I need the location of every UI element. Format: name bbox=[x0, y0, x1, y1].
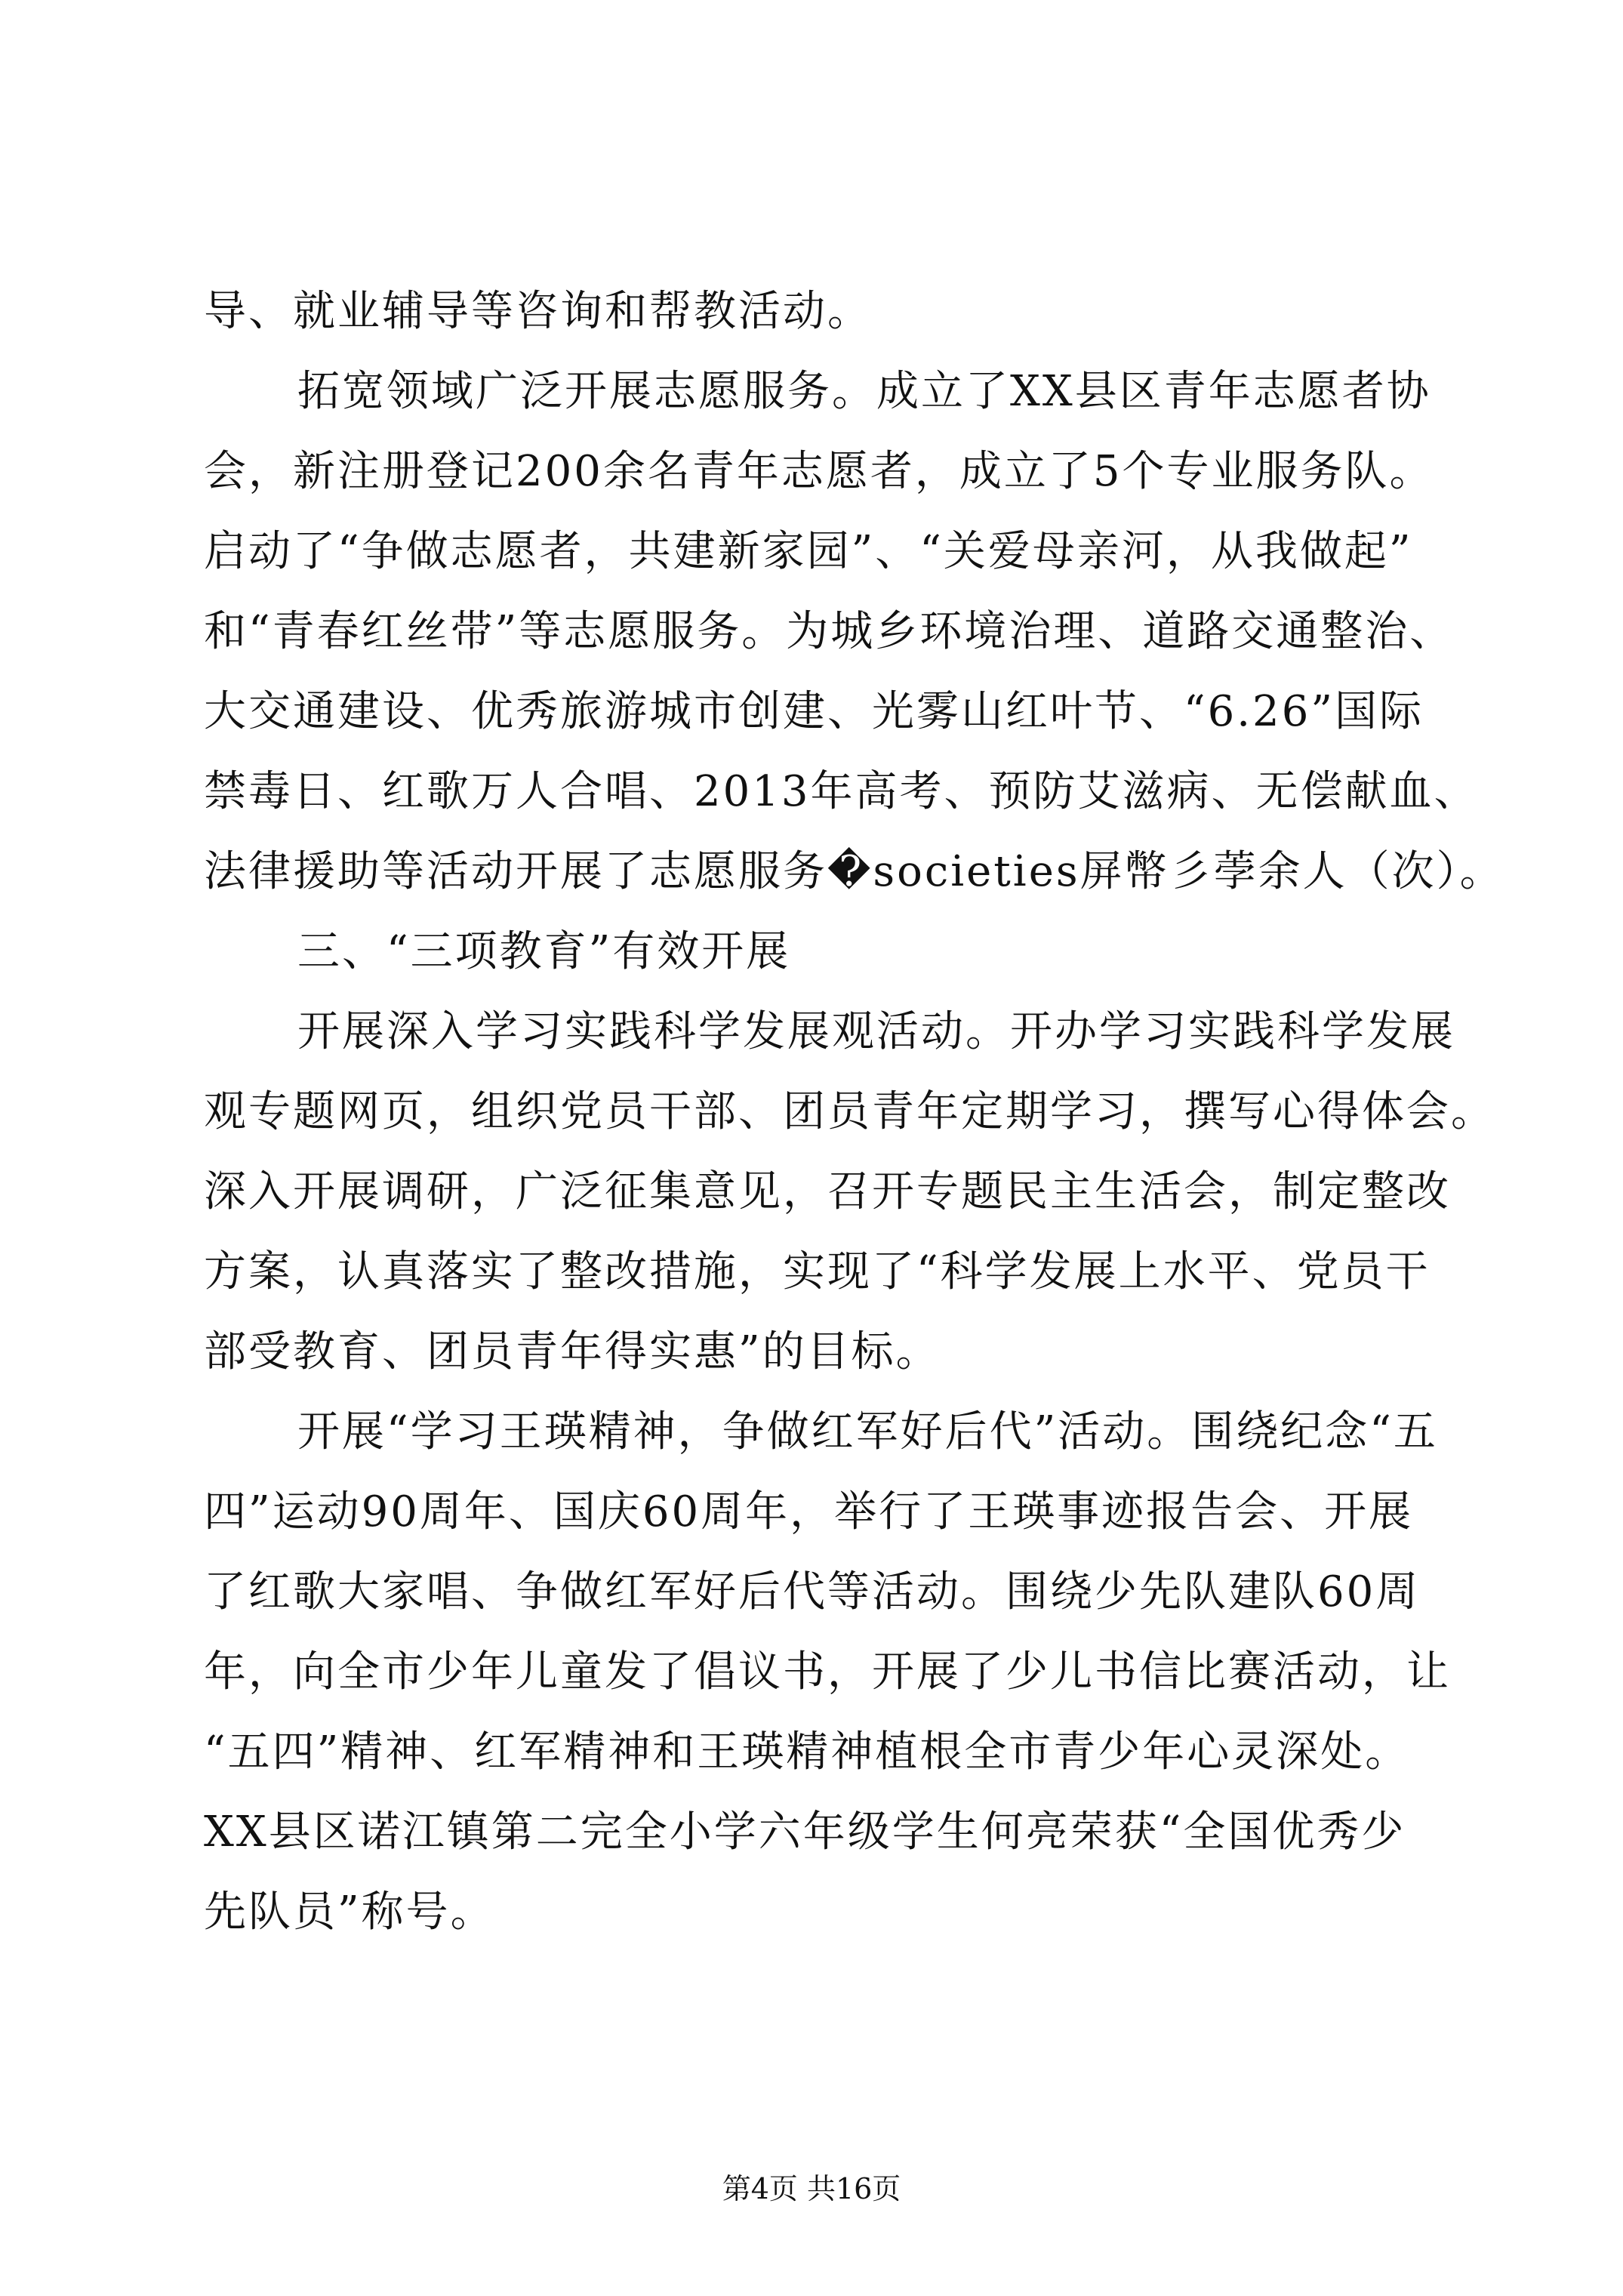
text-line: 和“青春红丝带”等志愿服务。为城乡环境治理、道路交通整治、 bbox=[204, 607, 1455, 656]
text-line: XX县区诺江镇第二完全小学六年级学生何亮荣获“全国优秀少 bbox=[204, 1808, 1406, 1857]
text-line: 部受教育、团员青年得实惠”的目标。 bbox=[204, 1327, 941, 1376]
text-line: 禁毒日、红歌万人合唱、2013年高考、预防艾滋病、无偿献血、 bbox=[204, 767, 1479, 816]
paragraph-first-line: 开展“学习王瑛精神，争做红军好后代”活动。围绕纪念“五 bbox=[297, 1407, 1438, 1456]
text-line: 方案，认真落实了整改措施，实现了“科学发展上水平、党员干 bbox=[204, 1247, 1431, 1296]
text-line: 了红歌大家唱、争做红军好后代等活动。围绕少先队建队60周 bbox=[204, 1567, 1421, 1616]
section-heading: 三、“三项教育”有效开展 bbox=[297, 927, 791, 976]
paragraph-first-line: 开展深入学习实践科学发展观活动。开办学习实践科学发展 bbox=[297, 1007, 1455, 1056]
text-line: 会，新注册登记200余名青年志愿者，成立了5个专业服务队。 bbox=[204, 447, 1434, 496]
text-line: “五四”精神、红军精神和王瑛精神植根全市青少年心灵深处。 bbox=[204, 1727, 1410, 1777]
text-line: 导、就业辅导等咨询和帮教活动。 bbox=[204, 287, 872, 336]
text-line: 大交通建设、优秀旅游城市创建、光雾山红叶节、“6.26”国际 bbox=[204, 687, 1424, 736]
text-line: 年，向全市少年儿童发了倡议书，开展了少儿书信比赛活动，让 bbox=[204, 1647, 1451, 1697]
page-footer: 第4页 共16页 bbox=[722, 2172, 901, 2205]
text-line: 四”运动90周年、国庆60周年，举行了王瑛事迹报告会、开展 bbox=[204, 1487, 1414, 1536]
text-line: 先队员”称号。 bbox=[204, 1888, 495, 1937]
text-line: 启动了“争做志愿者，共建新家园”、“关爱母亲河，从我做起” bbox=[204, 527, 1413, 576]
text-line: 深入开展调研，广泛征集意见，召开专题民主生活会，制定整改 bbox=[204, 1167, 1451, 1216]
text-line: 法律援助等活动开展了志愿服务�societies屏幣彡荸余人（次）。 bbox=[204, 847, 1504, 896]
paragraph-first-line: 拓宽领域广泛开展志愿服务。成立了XX县区青年志愿者协 bbox=[297, 367, 1431, 416]
text-line: 观专题网页，组织党员干部、团员青年定期学习，撰写心得体会。 bbox=[204, 1087, 1495, 1136]
document-body bbox=[204, 272, 1504, 1952]
